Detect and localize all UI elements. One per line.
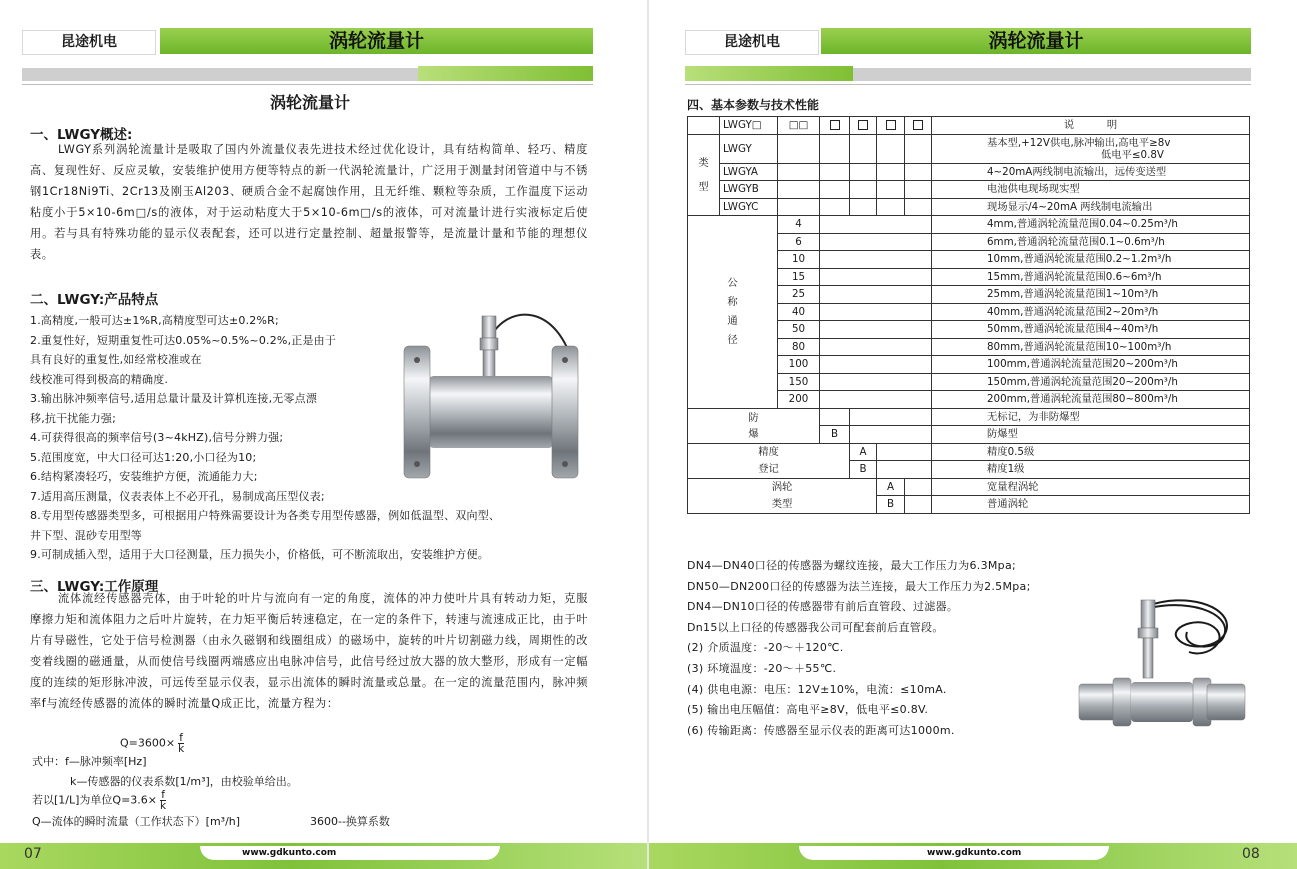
type-desc-line: 基本型,+12V供电,脉冲输出,高电平≥8v <box>987 136 1171 149</box>
feature-line: 4.可获得很高的频率信号(3~4kHZ),信号分辨力强; <box>30 431 284 444</box>
spec-table <box>687 116 1250 514</box>
where-f: 式中：f—脉冲频率[Hz] <box>32 755 147 768</box>
acc-code: B <box>850 461 877 479</box>
dn-value: 10 <box>778 251 820 269</box>
ex-desc: 防爆型 <box>932 426 1250 444</box>
section-principle-heading: 三、LWGY:工作原理 <box>30 579 159 595</box>
flanged-turbine-meter-image <box>398 308 584 488</box>
flow-equation-litre-lhs: 若以[1/L]为单位Q=3.6× <box>32 793 158 807</box>
table-row <box>688 134 1250 163</box>
fraction <box>178 733 184 754</box>
threaded-turbine-meter-image <box>1077 596 1247 736</box>
table-row <box>688 117 1250 135</box>
dn-value: 100 <box>778 356 820 374</box>
table-row <box>688 181 1250 199</box>
type-model: LWGY <box>720 134 778 163</box>
header-rule <box>22 84 593 85</box>
ex-code: B <box>820 426 850 444</box>
turbine-label: 涡轮 类型 <box>688 478 877 513</box>
flow-equation-litre <box>32 790 166 811</box>
fraction-numerator: f <box>179 732 183 744</box>
feature-line: 6.结构紧凑轻巧，安装维护方便，流通能力大; <box>30 470 258 483</box>
flow-equation-lhs: Q=3600× <box>120 736 176 750</box>
table-row <box>688 408 1250 426</box>
fraction-denominator: k <box>178 743 185 755</box>
dn-value: 15 <box>778 268 820 286</box>
header-rule <box>685 84 1251 85</box>
dn-desc: 40mm,普通涡轮流量范围2~20m³/h <box>932 303 1250 321</box>
dn-desc: 4mm,普通涡轮流量范围0.04~0.25m³/h <box>932 216 1250 234</box>
feature-line: 2.重复性好，短期重复性可达0.05%~0.5%~0.2%,正是由于 <box>30 333 337 347</box>
type-model: LWGYB <box>720 181 778 199</box>
note-line: (2) 介质温度：-20～＋120℃. <box>687 641 844 655</box>
header-title: 涡轮流量计 <box>821 28 1251 54</box>
code-box <box>913 120 923 130</box>
feature-line: 8.专用型传感器类型多，可根据用户特殊需要设计为各类专用型传感器，例如低温型、双向型、 <box>30 509 501 522</box>
dn-desc: 200mm,普通涡轮流量范围80~800m³/h <box>932 391 1250 409</box>
acc-desc: 精度0.5级 <box>932 443 1250 461</box>
dn-value: 6 <box>778 233 820 251</box>
note-line: (3) 环境温度：-20～＋55℃. <box>687 661 837 675</box>
note-line: DN4—DN40口径的传感器为螺纹连接，最大工作压力为6.3Mpa; <box>687 559 1017 572</box>
type-model: LWGYC <box>720 198 778 216</box>
model-code-cell <box>720 117 778 135</box>
acc-code: A <box>850 443 877 461</box>
feature-line: 1.高精度,一般可达±1%R,高精度型可达±0.2%R; <box>30 314 279 327</box>
code-box-text: □□ <box>788 119 809 132</box>
type-model: LWGYA <box>720 163 778 181</box>
right-page <box>649 0 1297 869</box>
acc-desc: 精度1级 <box>932 461 1250 479</box>
dn-value: 25 <box>778 286 820 304</box>
code-box <box>830 120 840 130</box>
dn-desc: 15mm,普通涡轮流量范围0.6~6m³/h <box>932 268 1250 286</box>
dn-value: 50 <box>778 321 820 339</box>
header-green-strip <box>685 66 853 81</box>
document-title: 涡轮流量计 <box>269 93 350 112</box>
dn-value: 4 <box>778 216 820 234</box>
feature-line: 9.可制成插入型，适用于大口径测量，压力损失小，价格低，可不断流取出，安装维护方便。 <box>30 548 489 561</box>
notes-list <box>687 556 1031 741</box>
header-title: 涡轮流量计 <box>160 28 593 54</box>
dn-desc: 80mm,普通涡轮流量范围10~100m³/h <box>932 338 1250 356</box>
type-desc: 4~20mA两线制电流输出，远传变送型 <box>932 163 1250 181</box>
dn-desc: 150mm,普通涡轮流量范围20~200m³/h <box>932 373 1250 391</box>
code-box <box>858 120 868 130</box>
overview-paragraph: LWGY系列涡轮流量计是吸取了国内外流量仪表先进技术经过优化设计，具有结构简单、轻巧、精度高、复现性好、反应灵敏，安装维护使用方便等特点的新一代涡轮流量计，广泛用于测量封闭管道中与不锈钢1Cr18Ni9Ti、2Cr13及刚玉Al203、硬质合金不起腐蚀作用，且无纤维、颗粒等杂质，工作温度下运动粘度小于5×10-6m□/s的液体，对于运动粘度大于5×10-6m□/s的液体，可对流量计进行实液标定后使用。若与具有特殊功能的显示仪表配套，还可以进行定量控制、超量报警等，是流量计量和节能的理想仪表。 <box>30 143 588 261</box>
type-desc-line: 低电平≤0.8V <box>1101 148 1164 161</box>
dn-desc: 6mm,普通涡轮流量范围0.1~0.6m³/h <box>932 233 1250 251</box>
turbine-code: A <box>877 478 905 496</box>
dn-desc: 25mm,普通涡轮流量范围1~10m³/h <box>932 286 1250 304</box>
type-desc: 现场显示/4~20mA 两线制电流输出 <box>932 198 1250 216</box>
accuracy-label: 精度 登记 <box>688 443 850 478</box>
turbine-desc: 普通涡轮 <box>932 496 1250 514</box>
dn-value: 150 <box>778 373 820 391</box>
header-gray-strip <box>853 68 1251 81</box>
footer-url: www.gdkunto.com <box>927 848 1022 858</box>
fraction <box>160 790 166 811</box>
feature-line: 5.范围度宽，中大口径可达1:20,小口径为10; <box>30 450 257 464</box>
fraction-denominator: k <box>160 800 167 812</box>
note-line: Dn15以上口径的传感器我公司可配套前后直管段。 <box>687 620 944 634</box>
desc-header: 说 明 <box>932 117 1250 135</box>
header-gray-strip <box>22 68 418 81</box>
type-label: 类 型 <box>688 134 720 216</box>
feature-line: 移,抗干扰能力强; <box>30 411 117 425</box>
turbine-code: B <box>877 496 905 514</box>
section-overview-heading: 一、LWGY概述: <box>30 127 133 143</box>
table-row <box>688 198 1250 216</box>
feature-line: 3.输出脉冲频率信号,适用总量计量及计算机连接,无零点漂 <box>30 392 318 405</box>
type-desc <box>932 134 1250 163</box>
factor-definition: 3600--换算系数 <box>310 815 390 828</box>
dn-value: 40 <box>778 303 820 321</box>
page-number: 08 <box>1242 846 1260 862</box>
dn-desc: 10mm,普通涡轮流量范围0.2~1.2m³/h <box>932 251 1250 269</box>
fraction-numerator: f <box>161 789 165 801</box>
brand-logo-text: 昆途机电 <box>685 30 819 55</box>
dn-desc: 50mm,普通涡轮流量范围4~40m³/h <box>932 321 1250 339</box>
table-row <box>688 163 1250 181</box>
turbine-desc: 宽量程涡轮 <box>932 478 1250 496</box>
dn-value: 80 <box>778 338 820 356</box>
footer-url: www.gdkunto.com <box>242 848 337 858</box>
note-line: DN50—DN200口径的传感器为法兰连接，最大工作压力为2.5Mpa; <box>687 579 1031 593</box>
table-row <box>688 478 1250 496</box>
left-page <box>0 0 648 869</box>
flow-equation <box>120 733 184 754</box>
section-features-heading: 二、LWGY:产品特点 <box>30 292 159 308</box>
type-desc: 电池供电现场现实型 <box>932 181 1250 199</box>
table-row <box>688 443 1250 461</box>
dn-value: 200 <box>778 391 820 409</box>
q-definition: Q—流体的瞬时流量（工作状态下）[m³/h] <box>32 815 241 828</box>
dn-label: 公 称 通 径 <box>688 216 778 409</box>
ex-label: 防 爆 <box>688 408 820 443</box>
note-line: (6) 传输距离：传感器至显示仪表的距离可达1000m. <box>687 723 955 737</box>
code-cell <box>778 117 820 135</box>
note-line: (4) 供电电源：电压：12V±10%，电流：≤10mA. <box>687 682 947 696</box>
table-row <box>688 216 1250 234</box>
header-green-strip <box>418 66 593 81</box>
where-k: k—传感器的仪表系数[1/m³]，由校验单给出。 <box>70 775 298 788</box>
feature-line: 井下型、混砂专用型等 <box>30 528 142 542</box>
brand-logo-text: 昆途机电 <box>22 30 156 55</box>
feature-line: 7.适用高压测量，仪表表体上不必开孔，易制成高压型仪表; <box>30 489 325 503</box>
note-line: (5) 输出电压幅值：高电平≥8V，低电平≤0.8V. <box>687 703 929 717</box>
feature-line: 线校准可得到极高的精确度. <box>30 372 169 386</box>
model-code: LWGY□ <box>723 119 762 132</box>
params-heading: 四、基本参数与技术性能 <box>687 98 820 112</box>
dn-desc: 100mm,普通涡轮流量范围20~200m³/h <box>932 356 1250 374</box>
ex-desc: 无标记，为非防爆型 <box>932 408 1250 426</box>
note-line: DN4—DN10口径的传感器带有前后直管段、过滤器。 <box>687 600 959 614</box>
feature-line: 具有良好的重复性,如经常校准或在 <box>30 353 202 366</box>
code-box <box>886 120 896 130</box>
principle-paragraph: 流体流经传感器壳体，由于叶轮的叶片与流向有一定的角度，流体的冲力使叶片具有转动力矩，克服摩擦力矩和流体阻力之后叶片旋转，在力矩平衡后转速稳定，在一定的条件下，转速与流速成正比，由于叶片有导磁性，它处于信号检测器（由永久磁钢和线圈组成）的磁场中，旋转的叶片切割磁力线，周期性的改变着线圈的磁通量，从而使信号线圈两端感应出电脉冲信号，此信号经过放大器的放大整形，形成有一定幅度的连续的矩形脉冲波，可远传至显示仪表，显示出流体的瞬时流量或总量。在一定的流量范围内，脉冲频率f与流经传感器的流体的瞬时流量Q成正比，流量方程为： <box>30 592 588 710</box>
page-number: 07 <box>24 846 42 862</box>
